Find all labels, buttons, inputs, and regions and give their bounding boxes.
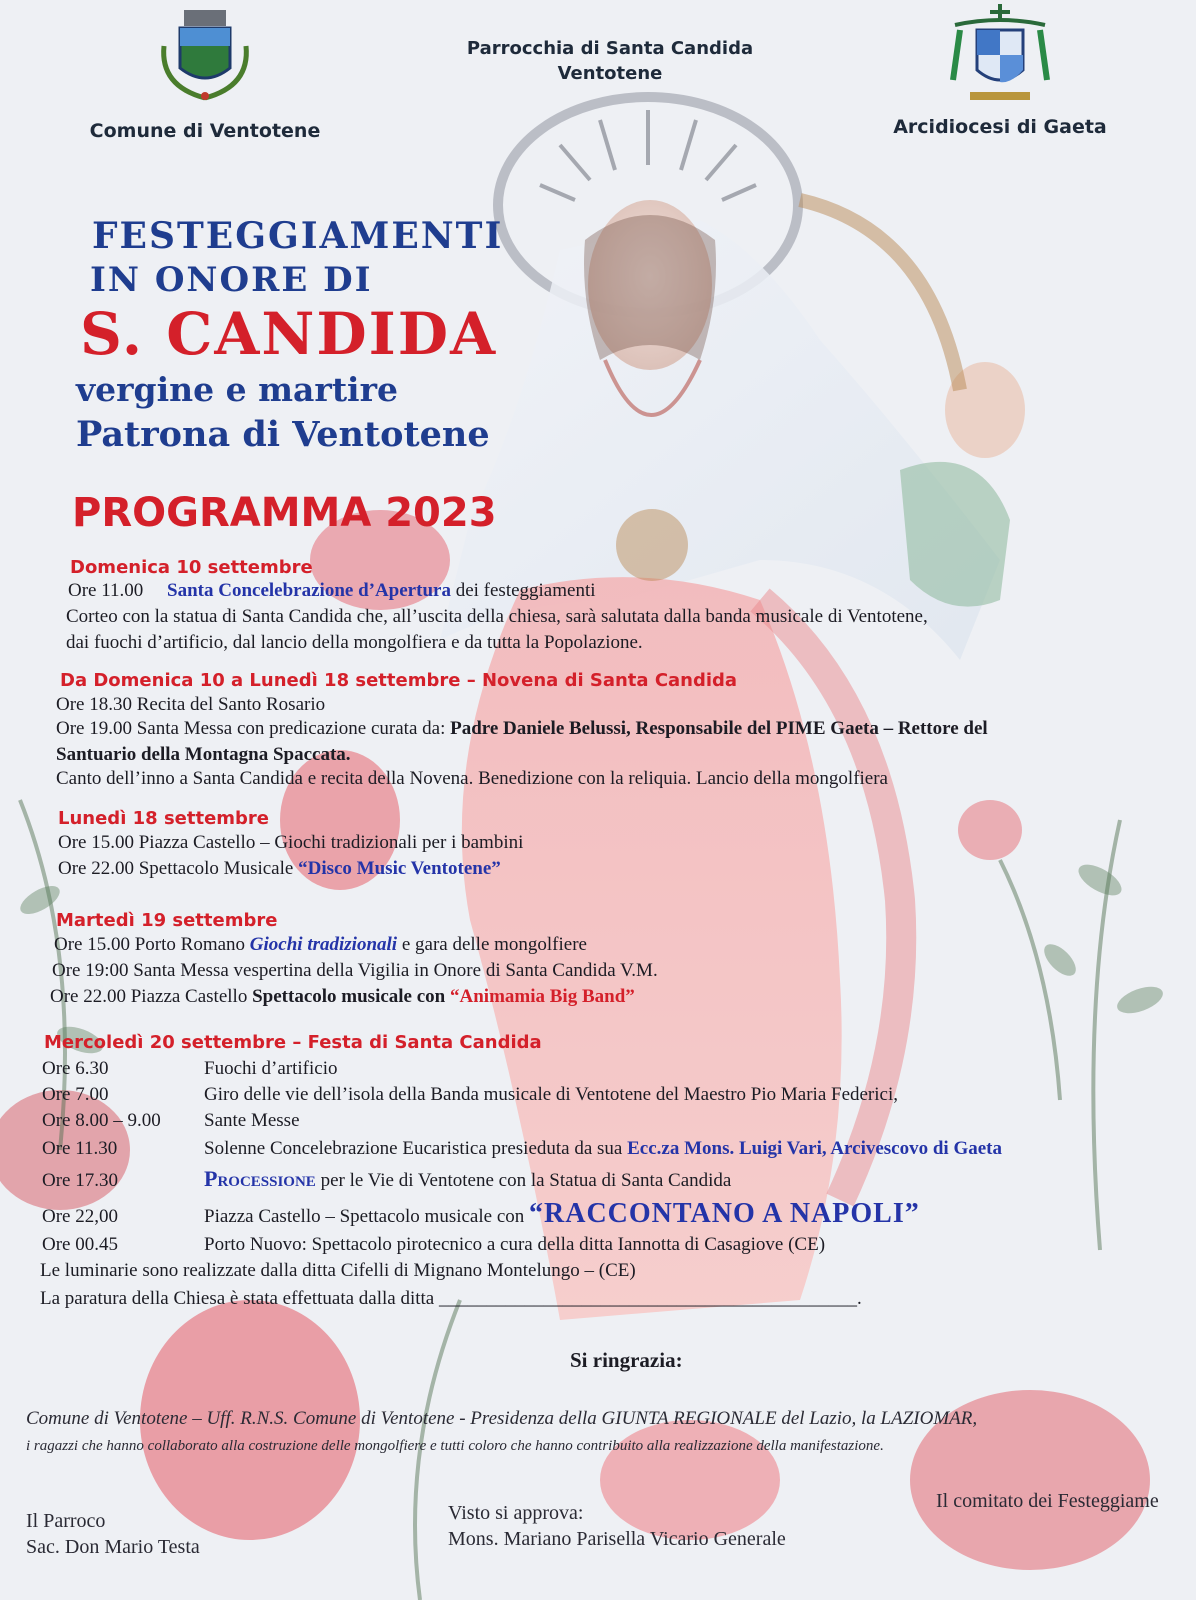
program-line: dai fuochi d’artificio, dal lancio della mongolfiera e da tutta la Popolazione. xyxy=(66,632,643,653)
program-line xyxy=(56,718,988,740)
signature-role: Il Parroco xyxy=(26,1510,106,1532)
thanks-line: Comune di Ventotene – Uff. R.N.S. Comune di Ventotene - Presidenza della GIUNTA REGIONALE del Lazio, la LAZIOMAR, xyxy=(26,1408,978,1429)
event-time: Ore 6.30 xyxy=(42,1058,109,1079)
program-row xyxy=(42,1166,731,1192)
day-heading: Mercoledì 20 settembre – Festa di Santa Candida xyxy=(44,1032,542,1053)
diocese-label: Arcidiocesi di Gaeta xyxy=(893,116,1107,138)
diocese-header xyxy=(870,0,1130,138)
program-row xyxy=(42,1234,825,1256)
event-time: Ore 22,00 xyxy=(42,1206,118,1227)
event-text: Fuochi d’artificio xyxy=(204,1058,338,1079)
comune-header xyxy=(70,6,340,142)
event-time: Ore 00.45 xyxy=(42,1234,118,1255)
signature-name: Mons. Mariano Parisella Vicario Generale xyxy=(448,1528,786,1550)
title-subtitle: vergine e martire xyxy=(76,370,398,409)
event-time: Ore 11.30 xyxy=(42,1138,118,1159)
event-text: Solenne Concelebrazione Eucaristica presieduta da sua xyxy=(204,1138,628,1159)
event-time: Ore 7.00 xyxy=(42,1084,109,1105)
event-text: Ore 15.00 Porto Romano xyxy=(54,934,250,955)
event-text: e gara delle mongolfiere xyxy=(397,934,587,955)
signature-role: Il comitato dei Festeggiame xyxy=(936,1490,1159,1512)
day-heading: Lunedì 18 settembre xyxy=(58,808,270,829)
sanctuary-name: Santuario della Montagna Spaccata. xyxy=(56,744,351,765)
parish-header xyxy=(400,36,820,86)
program-row xyxy=(42,1084,898,1106)
event-title: Santa Concelebrazione d’Apertura xyxy=(167,580,451,601)
comune-coat-of-arms-icon xyxy=(150,6,260,106)
program-line xyxy=(58,858,501,880)
signature-name: Sac. Don Mario Testa xyxy=(26,1536,200,1558)
title-festeggiamenti: FESTEGGIAMENTI xyxy=(92,215,504,257)
title-in-onore-di: IN ONORE DI xyxy=(90,260,373,300)
event-time: Ore 17.30 xyxy=(42,1170,118,1191)
program-row xyxy=(42,1058,338,1080)
event-title: “Disco Music Ventotene” xyxy=(298,858,501,879)
program-line xyxy=(56,744,351,766)
program-line xyxy=(54,934,587,956)
comune-label: Comune di Ventotene xyxy=(89,120,321,142)
thanks-line: i ragazzi che hanno collaborato alla costruzione delle mongolfiere e tutti coloro che hanno contribuito alla realizzazione della manifestazione. xyxy=(26,1438,884,1454)
program-note: La paratura della Chiesa è stata effettuata dalla ditta ____________________________________________. xyxy=(40,1288,862,1309)
program-row xyxy=(42,1138,1002,1160)
program-row xyxy=(42,1198,920,1230)
event-text: Giro delle vie dell’isola della Banda musicale di Ventotene del Maestro Pio Maria Federici, xyxy=(204,1084,899,1105)
program-note: Le luminarie sono realizzate dalla ditta Cifelli di Mignano Montelungo – (CE) xyxy=(40,1260,636,1281)
program-line xyxy=(68,580,596,602)
event-text: Piazza Castello – Spettacolo musicale con xyxy=(204,1206,530,1227)
program-line xyxy=(50,986,635,1008)
day-heading: Domenica 10 settembre xyxy=(70,557,313,578)
programme-heading: PROGRAMMA 2023 xyxy=(72,490,497,536)
event-time: Ore 11.00 xyxy=(68,580,144,601)
event-title: “RACCONTANO A NAPOLI” xyxy=(529,1198,920,1229)
preacher-name: Padre Daniele Belussi, Responsabile del PIME Gaeta – Rettore del xyxy=(450,718,988,739)
event-text: Spettacolo musicale con xyxy=(252,986,450,1007)
program-line: Ore 15.00 Piazza Castello – Giochi tradizionali per i bambini xyxy=(58,832,524,853)
program-line: Corteo con la statua di Santa Candida che, all’uscita della chiesa, sarà salutata dalla banda musicale di Ventotene, xyxy=(66,606,928,627)
title-saint-name: S. CANDIDA xyxy=(80,300,498,368)
event-title: “Animamia Big Band” xyxy=(450,986,635,1007)
event-text: Ore 22.00 Piazza Castello xyxy=(50,986,253,1007)
diocese-coat-of-arms-icon xyxy=(945,0,1055,110)
day-heading: Martedì 19 settembre xyxy=(56,910,278,931)
celebrant-name: Ecc.za Mons. Luigi Vari, Arcivescovo di Gaeta xyxy=(627,1138,1002,1159)
program-line: Ore 18.30 Recita del Santo Rosario xyxy=(56,694,326,715)
event-text: dei festeggiamenti xyxy=(450,580,596,601)
title-patron: Patrona di Ventotene xyxy=(76,414,490,455)
program-line: Ore 19:00 Santa Messa vespertina della Vigilia in Onore di Santa Candida V.M. xyxy=(52,960,658,981)
parish-town: Ventotene xyxy=(557,63,663,84)
program-row xyxy=(42,1110,300,1132)
event-text: Ore 19.00 Santa Messa con predicazione curata da: xyxy=(56,718,451,739)
day-heading: Da Domenica 10 a Lunedì 18 settembre – Novena di Santa Candida xyxy=(60,670,738,691)
event-text: Ore 22.00 Spettacolo Musicale xyxy=(58,858,299,879)
parish-name: Parrocchia di Santa Candida xyxy=(466,38,754,59)
event-title: Processione xyxy=(204,1166,316,1191)
signature-approval xyxy=(448,1500,786,1552)
signature-committee xyxy=(936,1488,1159,1514)
event-text: Porto Nuovo: Spettacolo pirotecnico a cura della ditta Iannotta di Casagiove (CE) xyxy=(204,1234,826,1255)
signature-parish-priest xyxy=(26,1508,200,1560)
event-text: per le Vie di Ventotene con la Statua di Santa Candida xyxy=(315,1170,732,1191)
thanks-heading: Si ringrazia: xyxy=(570,1348,683,1372)
event-title: Giochi tradizionali xyxy=(249,934,398,955)
signature-role: Visto si approva: xyxy=(448,1502,584,1524)
event-time: Ore 8.00 – 9.00 xyxy=(42,1110,161,1131)
event-text: Sante Messe xyxy=(204,1110,300,1131)
program-line: Canto dell’inno a Santa Candida e recita della Novena. Benedizione con la reliquia. Lancio della mongolfiera xyxy=(56,768,888,789)
